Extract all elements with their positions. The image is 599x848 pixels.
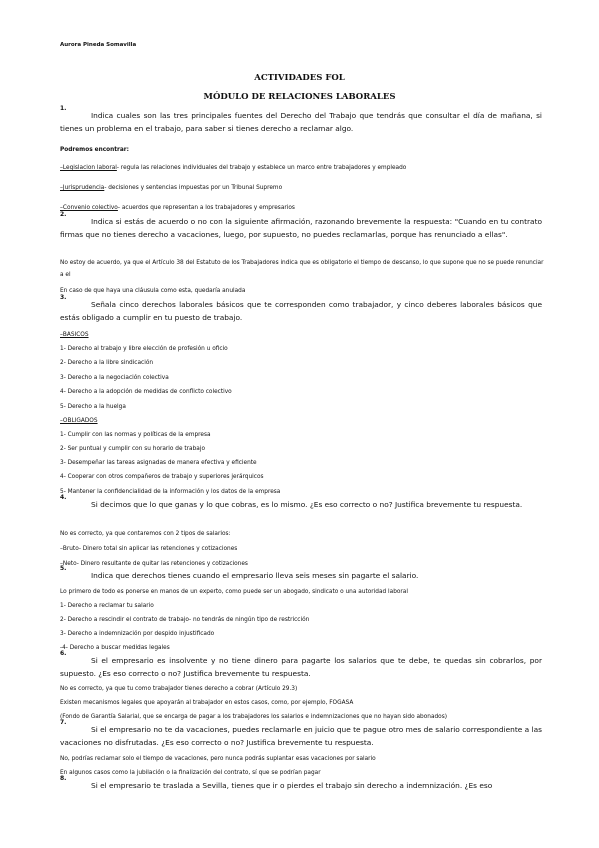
answer-6-paragraph-1: No es correcto, ya que tu como trabajador tienes derecho a cobrar (Artículo 29.3) xyxy=(60,686,298,692)
answer-1-item-legislacion xyxy=(60,162,546,174)
answer-1-item-jurisprudencia-text: - decisiones y sentencias impuestas por un Tribunal Supremo xyxy=(104,185,283,191)
basicos-item: 1- Derecho al trabajo y libre elección de profesión u oficio xyxy=(60,346,228,352)
answer-1-item-convenio xyxy=(60,202,546,214)
term-jurisprudencia: –Jurisprudencia xyxy=(60,185,105,191)
answer-6-paragraph-3: (Fondo de Garantía Salarial, que se encarga de pagar a los trabajadores los salarios e indemnizaciones que no hayan sido abonados) xyxy=(60,714,448,720)
answer-4-paragraph-1: No es correcto, ya que contaremos con 2 tipos de salarios: xyxy=(60,531,231,537)
question-2-text: Indica si estás de acuerdo o no con la siguiente afirmación, razonando brevemente la respuesta: "Cuando en tu contrato firmas que no tienes derecho a vacaciones, luego, por supuesto, no puedes reclamarlas, porque has renunciado a ellas". xyxy=(60,217,542,239)
basicos-item: 4- Derecho a la adopción de medidas de conflicto colectivo xyxy=(60,389,232,395)
answer-4-neto: –Neto- Dinero resultante de quitar las retenciones y cotizaciones xyxy=(60,561,248,567)
question-8-number: 8. xyxy=(60,775,67,782)
obligados-item: 4- Cooperar con otros compañeros de trabajo y superiores jerárquicos xyxy=(60,474,264,480)
answer-7-paragraph-2: En algunos casos como la jubilación o la finalización del contrato, sí que se podrían pagar xyxy=(60,770,321,776)
question-4-text: Si decimos que lo que ganas y lo que cobras, es lo mismo. ¿Es eso correcto o no? Justifica brevemente tu respuesta. xyxy=(91,500,523,509)
answer-3-obligados-heading xyxy=(60,415,546,427)
author-name: Aurora Pineda Somavilla xyxy=(60,42,137,48)
basicos-item: 2- Derecho a la libre sindicación xyxy=(60,360,154,366)
obligados-heading-text: –OBLIGADOS xyxy=(60,418,98,424)
obligados-item: 5- Mantener la confidencialidad de la información y los datos de la empresa xyxy=(60,489,281,495)
question-3-text: Señala cinco derechos laborales básicos que te corresponden como trabajador, y cinco deberes laborales básicos que estás obligado a cumplir en tu puesto de trabajo. xyxy=(60,300,542,322)
term-convenio: –Convenio colectivo xyxy=(60,205,118,211)
question-7-number: 7. xyxy=(60,719,67,726)
obligados-item: 1- Cumplir con las normas y políticas de la empresa xyxy=(60,432,211,438)
answer-6-paragraph-2: Existen mecanismos legales que apoyarán al trabajador en estos casos, como, por ejemplo, FOGASA xyxy=(60,700,354,706)
question-5-text: Indica que derechos tienes cuando el empresario lleva seis meses sin pagarte el salario. xyxy=(91,571,419,580)
basicos-item: 5- Derecho a la huelga xyxy=(60,404,126,410)
document-title: ACTIVIDADES FOL xyxy=(254,73,345,83)
term-legislacion: –Legislacion laboral xyxy=(60,165,117,171)
question-4-number: 4. xyxy=(60,494,67,501)
answer-3-basicos-heading xyxy=(60,329,546,341)
answer-2-paragraph-1: No estoy de acuerdo, ya que el Artículo 38 del Estatuto de los Trabajadores indica que es obligatorio el tiempo de descanso, lo que supone que no se puede renunciar a el xyxy=(60,260,544,278)
question-1-number: 1. xyxy=(60,105,67,112)
answer-5-item: -4- Derecho a buscar medidas legales xyxy=(60,645,170,651)
document-subtitle: MÓDULO DE RELACIONES LABORALES xyxy=(203,92,396,102)
answer-5-paragraph-1: Lo primero de todo es ponerse en manos de un experto, como puede ser un abogado, sindicato o una autoridad laboral xyxy=(60,589,408,595)
question-7-text: Si el empresario no te da vacaciones, puedes reclamarle en juicio que te pague otro mes de salario correspondiente a las vacaciones no disfrutadas. ¿Es eso correcto o no? Justifica brevemente tu respuesta. xyxy=(60,725,542,747)
answer-1-item-convenio-text: - acuerdos que representan a los trabajadores y empresarios xyxy=(117,205,295,211)
answer-1-intro: Podremos encontrar: xyxy=(60,147,129,153)
answer-5-item: 2- Derecho a rescindir el contrato de trabajo- no tendrás de ningún tipo de restricción xyxy=(60,617,310,623)
question-3-number: 3. xyxy=(60,294,67,301)
question-2-number: 2. xyxy=(60,211,67,218)
question-5-number: 5. xyxy=(60,565,67,572)
answer-5-item: 1- Derecho a reclamar tu salario xyxy=(60,603,154,609)
basicos-heading-text: –BASICOS xyxy=(60,332,89,338)
answer-7-paragraph-1: No, podrías reclamar solo el tiempo de vacaciones, pero nunca podrás suplantar esas vacaciones por salario xyxy=(60,756,376,762)
question-6-text: Si el empresario es insolvente y no tiene dinero para pagarte los salarios que te debe, te quedas sin cobrarlos, por supuesto. ¿Es eso correcto o no? Justifica brevemente tu respuesta. xyxy=(60,656,542,678)
answer-4-bruto: –Bruto- Dinero total sin aplicar las retenciones y cotizaciones xyxy=(60,546,238,552)
obligados-item: 3- Desempeñar las tareas asignadas de manera efectiva y eficiente xyxy=(60,460,257,466)
basicos-item: 3- Derecho a la negociación colectiva xyxy=(60,375,169,381)
answer-2-paragraph-2: En caso de que haya una cláusula como esta, quedaría anulada xyxy=(60,288,246,294)
answer-1-item-legislacion-text: - regula las relaciones individuales del trabajo y establece un marco entre trabajadores y empleado xyxy=(116,165,407,171)
answer-5-item: 3- Derecho a indemnización por despido injustificado xyxy=(60,631,215,637)
answer-1-item-jurisprudencia xyxy=(60,182,546,194)
question-8-text: Si el empresario te traslada a Sevilla, tienes que ir o pierdes el trabajo sin derecho a indemnización. ¿Es eso xyxy=(91,781,493,790)
obligados-item: 2- Ser puntual y cumplir con su horario de trabajo xyxy=(60,446,205,452)
question-6-number: 6. xyxy=(60,650,67,657)
question-1-text: Indica cuales son las tres principales fuentes del Derecho del Trabajo que tendrás que consultar el día de mañana, si tienes un problema en el trabajo, para saber si tienes derecho a reclamar algo. xyxy=(60,111,542,133)
